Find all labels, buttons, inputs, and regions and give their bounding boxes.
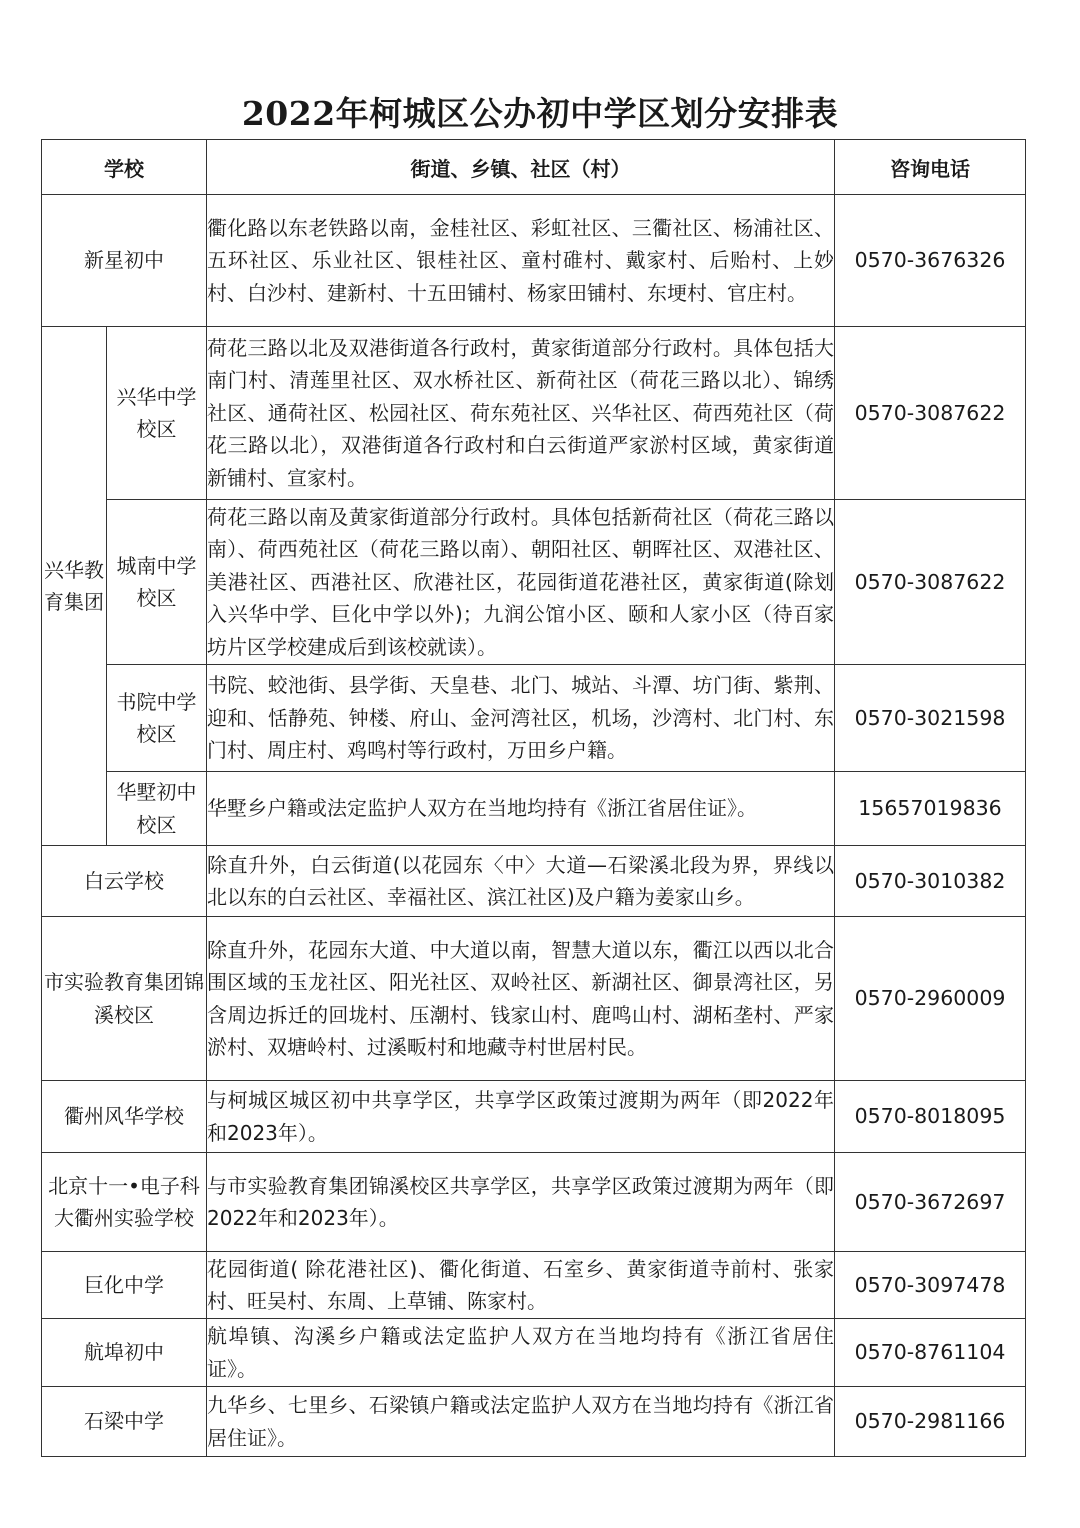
area-description: 荷花三路以南及黄家街道部分行政村。具体包括新荷社区（荷花三路以南）、荷西苑社区（荷花三路以南）、朝阳社区、朝晖社区、双港社区、美港社区、西港社区、欣港社区，花园街道花港社区，黄家街道(除划入兴华中学、巨化中学以外)；九润公馆小区、颐和人家小区（待百家坊片区学校建成后到该校就读）。 [207,500,835,665]
page-title: 2022年柯城区公办初中学区划分安排表 [241,94,839,133]
table-row [42,500,1026,665]
area-description: 九华乡、七里乡、石梁镇户籍或法定监护人双方在当地均持有《浙江省居住证》。 [207,1387,835,1457]
campus-name: 书院中学校区 [107,665,207,772]
phone-number: 15657019836 [835,772,1026,846]
area-description: 书院、蛟池街、县学街、天皇巷、北门、城站、斗潭、坊门街、紫荆、迎和、恬静苑、钟楼、府山、金河湾社区，机场，沙湾村、北门村、东门村、周庄村、鸡鸣村等行政村，万田乡户籍。 [207,665,835,772]
header-school: 学校 [42,140,207,195]
school-name: 巨化中学 [42,1252,207,1319]
school-name: 航埠初中 [42,1319,207,1387]
phone-number: 0570-2960009 [835,917,1026,1081]
school-name: 衢州风华学校 [42,1081,207,1153]
table-row [42,1252,1026,1319]
header-phone: 咨询电话 [835,140,1026,195]
area-description: 衢化路以东老铁路以南，金桂社区、彩虹社区、三衢社区、杨浦社区、五环社区、乐业社区、银桂社区、童村碓村、戴家村、后贻村、上妙村、白沙村、建新村、十五田铺村、杨家田铺村、东埂村、官庄村。 [207,195,835,327]
group-name: 兴华教育集团 [42,327,107,846]
phone-number: 0570-3087622 [835,500,1026,665]
table-row [42,772,1026,846]
area-description: 与柯城区城区初中共享学区，共享学区政策过渡期为两年（即2022年和2023年）。 [207,1081,835,1153]
school-name: 北京十一•电子科大衢州实验学校 [42,1153,207,1252]
table-row [42,1319,1026,1387]
campus-name: 城南中学校区 [107,500,207,665]
area-description: 除直升外，花园东大道、中大道以南，智慧大道以东，衢江以西以北合围区域的玉龙社区、阳光社区、双岭社区、新湖社区、御景湾社区，另含周边拆迁的回垅村、压潮村、钱家山村、鹿鸣山村、湖柘垄村、严家淤村、双塘岭村、过溪畈村和地藏寺村世居村民。 [207,917,835,1081]
school-name: 新星初中 [42,195,207,327]
table-row [42,846,1026,917]
phone-number: 0570-3676326 [835,195,1026,327]
phone-number: 0570-3672697 [835,1153,1026,1252]
school-name: 白云学校 [42,846,207,917]
phone-number: 0570-3087622 [835,327,1026,500]
area-description: 除直升外，白云街道(以花园东〈中〉大道—石梁溪北段为界，界线以北以东的白云社区、幸福社区、滨江社区)及户籍为姜家山乡。 [207,846,835,917]
phone-number: 0570-3010382 [835,846,1026,917]
campus-name: 华墅初中校区 [107,772,207,846]
phone-number: 0570-8018095 [835,1081,1026,1153]
table-row [42,327,1026,500]
table-row [42,195,1026,327]
header-area: 街道、乡镇、社区（村） [207,140,835,195]
campus-name: 兴华中学校区 [107,327,207,500]
table-row [42,1387,1026,1457]
phone-number: 0570-2981166 [835,1387,1026,1457]
header-row [42,140,1026,195]
phone-number: 0570-3097478 [835,1252,1026,1319]
table-row [42,917,1026,1081]
area-description: 华墅乡户籍或法定监护人双方在当地均持有《浙江省居住证》。 [207,772,835,846]
table-row [42,665,1026,772]
area-description: 航埠镇、沟溪乡户籍或法定监护人双方在当地均持有《浙江省居住证》。 [207,1319,835,1387]
phone-number: 0570-8761104 [835,1319,1026,1387]
school-name: 市实验教育集团锦溪校区 [42,917,207,1081]
phone-number: 0570-3021598 [835,665,1026,772]
district-table [41,139,1026,1457]
school-name: 石梁中学 [42,1387,207,1457]
table-row [42,1153,1026,1252]
area-description: 荷花三路以北及双港街道各行政村，黄家街道部分行政村。具体包括大南门村、清莲里社区、双水桥社区、新荷社区（荷花三路以北）、锦绣社区、通荷社区、松园社区、荷东苑社区、兴华社区、荷西苑社区（荷花三路以北），双港街道各行政村和白云街道严家淤村区域，黄家街道新铺村、宣家村。 [207,327,835,500]
area-description: 花园街道( 除花港社区)、衢化街道、石室乡、黄家街道寺前村、张家村、旺吴村、东周、上草铺、陈家村。 [207,1252,835,1319]
table-row [42,1081,1026,1153]
area-description: 与市实验教育集团锦溪校区共享学区，共享学区政策过渡期为两年（即2022年和2023年）。 [207,1153,835,1252]
